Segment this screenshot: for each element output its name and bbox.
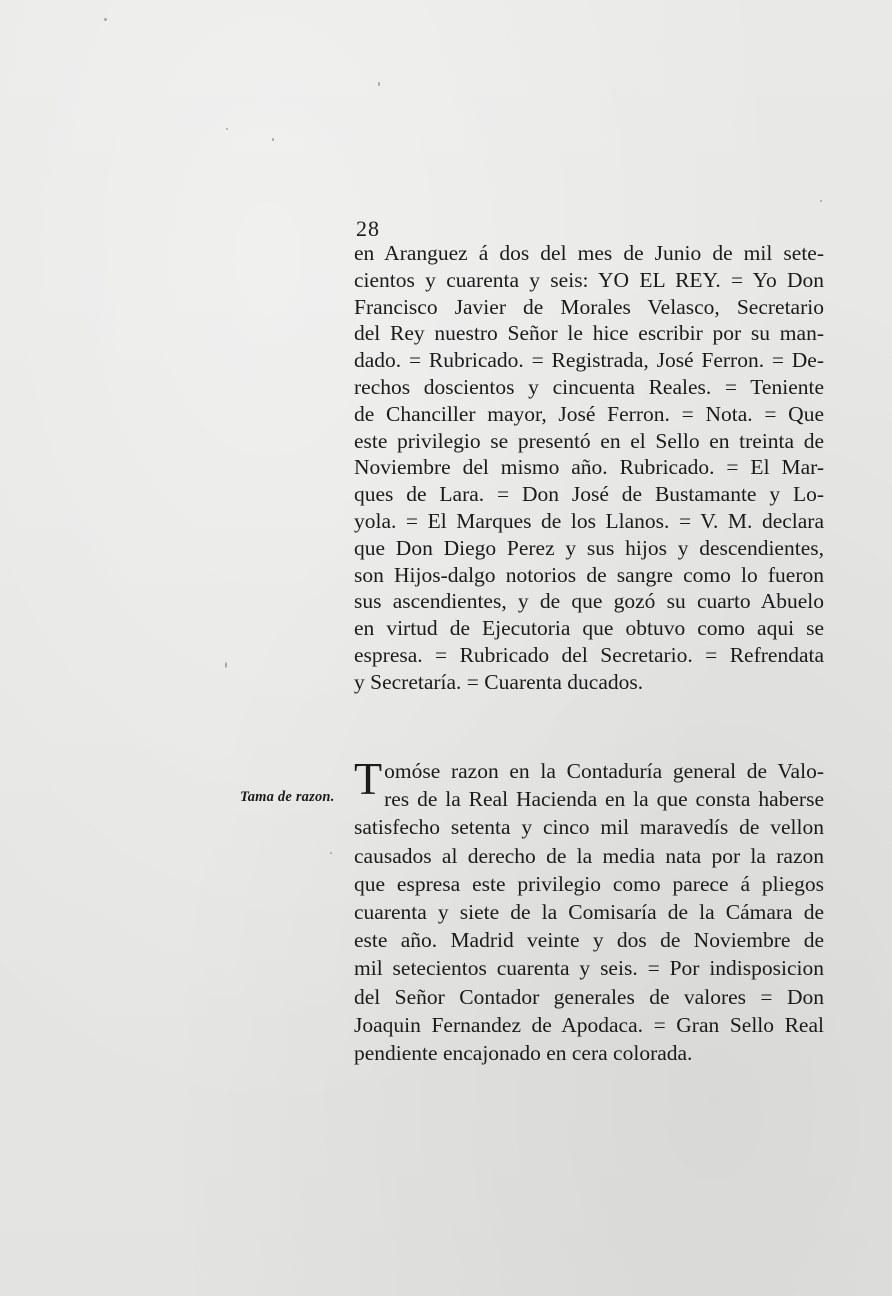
text-line: sus ascendientes, y de que gozó su cuarto Abuelo <box>354 589 824 614</box>
text-line: en virtud de Ejecutoria que obtuvo como aqui se <box>354 616 824 641</box>
text-line: omóse razon en la Contaduría general de Valo- <box>384 759 824 783</box>
paper-speck <box>820 200 822 202</box>
text-line: rechos doscientos y cincuenta Reales. = Teniente <box>354 374 824 399</box>
text-line: Noviembre del mismo año. Rubricado. = El Mar- <box>354 455 824 480</box>
paper-speck <box>378 82 380 86</box>
text-line: y Secretaría. = Cuarenta ducados. <box>354 669 644 694</box>
paper-speck <box>104 18 107 21</box>
text-line: mil setecientos cuarenta y seis. = Por indisposicion <box>354 956 824 981</box>
paper-speck <box>272 138 274 141</box>
paper-speck <box>330 852 332 854</box>
text-line: cuarenta y siete de la Comisaría de la Cámara de <box>354 899 824 924</box>
text-line: que espresa este privilegio como parece á pliegos <box>354 871 824 896</box>
text-line: en Aranguez á dos del mes de Junio de mil sete- <box>354 241 824 265</box>
paragraph-1 <box>354 240 824 696</box>
text-line: espresa. = Rubricado del Secretario. = Refrendata <box>354 642 824 667</box>
drop-cap: T <box>354 753 383 804</box>
text-line: Joaquin Fernandez de Apodaca. = Gran Sello Real <box>354 1012 824 1037</box>
text-line: Francisco Javier de Morales Velasco, Secretario <box>354 294 824 319</box>
margin-note: Tama de razon. <box>240 789 335 805</box>
text-line: causados al derecho de la media nata por la razon <box>354 843 824 868</box>
text-line: este año. Madrid veinte y dos de Noviembre de <box>354 928 824 953</box>
text-line: res de la Real Hacienda en la que consta haberse <box>384 787 824 812</box>
paragraph-2 <box>354 753 824 1067</box>
text-line: de Chanciller mayor, José Ferron. = Nota. = Que <box>354 401 824 426</box>
paper-speck <box>226 128 228 130</box>
show-through-shadow <box>700 695 890 765</box>
page-number: 28 <box>356 216 380 241</box>
text-line: del Rey nuestro Señor le hice escribir por su man- <box>354 321 824 346</box>
text-line: este privilegio se presentó en el Sello en treinta de <box>354 428 824 453</box>
text-line: del Señor Contador generales de valores = Don <box>354 984 824 1009</box>
text-line: que Don Diego Perez y sus hijos y descendientes, <box>354 535 824 560</box>
text-line: ques de Lara. = Don José de Bustamante y Lo- <box>354 482 824 507</box>
text-line: son Hijos-dalgo notorios de sangre como lo fueron <box>354 562 824 587</box>
text-line: yola. = El Marques de los Llanos. = V. M. declara <box>354 508 824 533</box>
text-line: dado. = Rubricado. = Registrada, José Ferron. = De- <box>354 348 824 373</box>
text-line: cientos y cuarenta y seis: YO EL REY. = Yo Don <box>354 267 824 292</box>
paper-speck <box>225 662 227 668</box>
text-line: satisfecho setenta y cinco mil maravedís de vellon <box>354 815 824 840</box>
text-line: pendiente encajonado en cera colorada. <box>354 1040 693 1065</box>
